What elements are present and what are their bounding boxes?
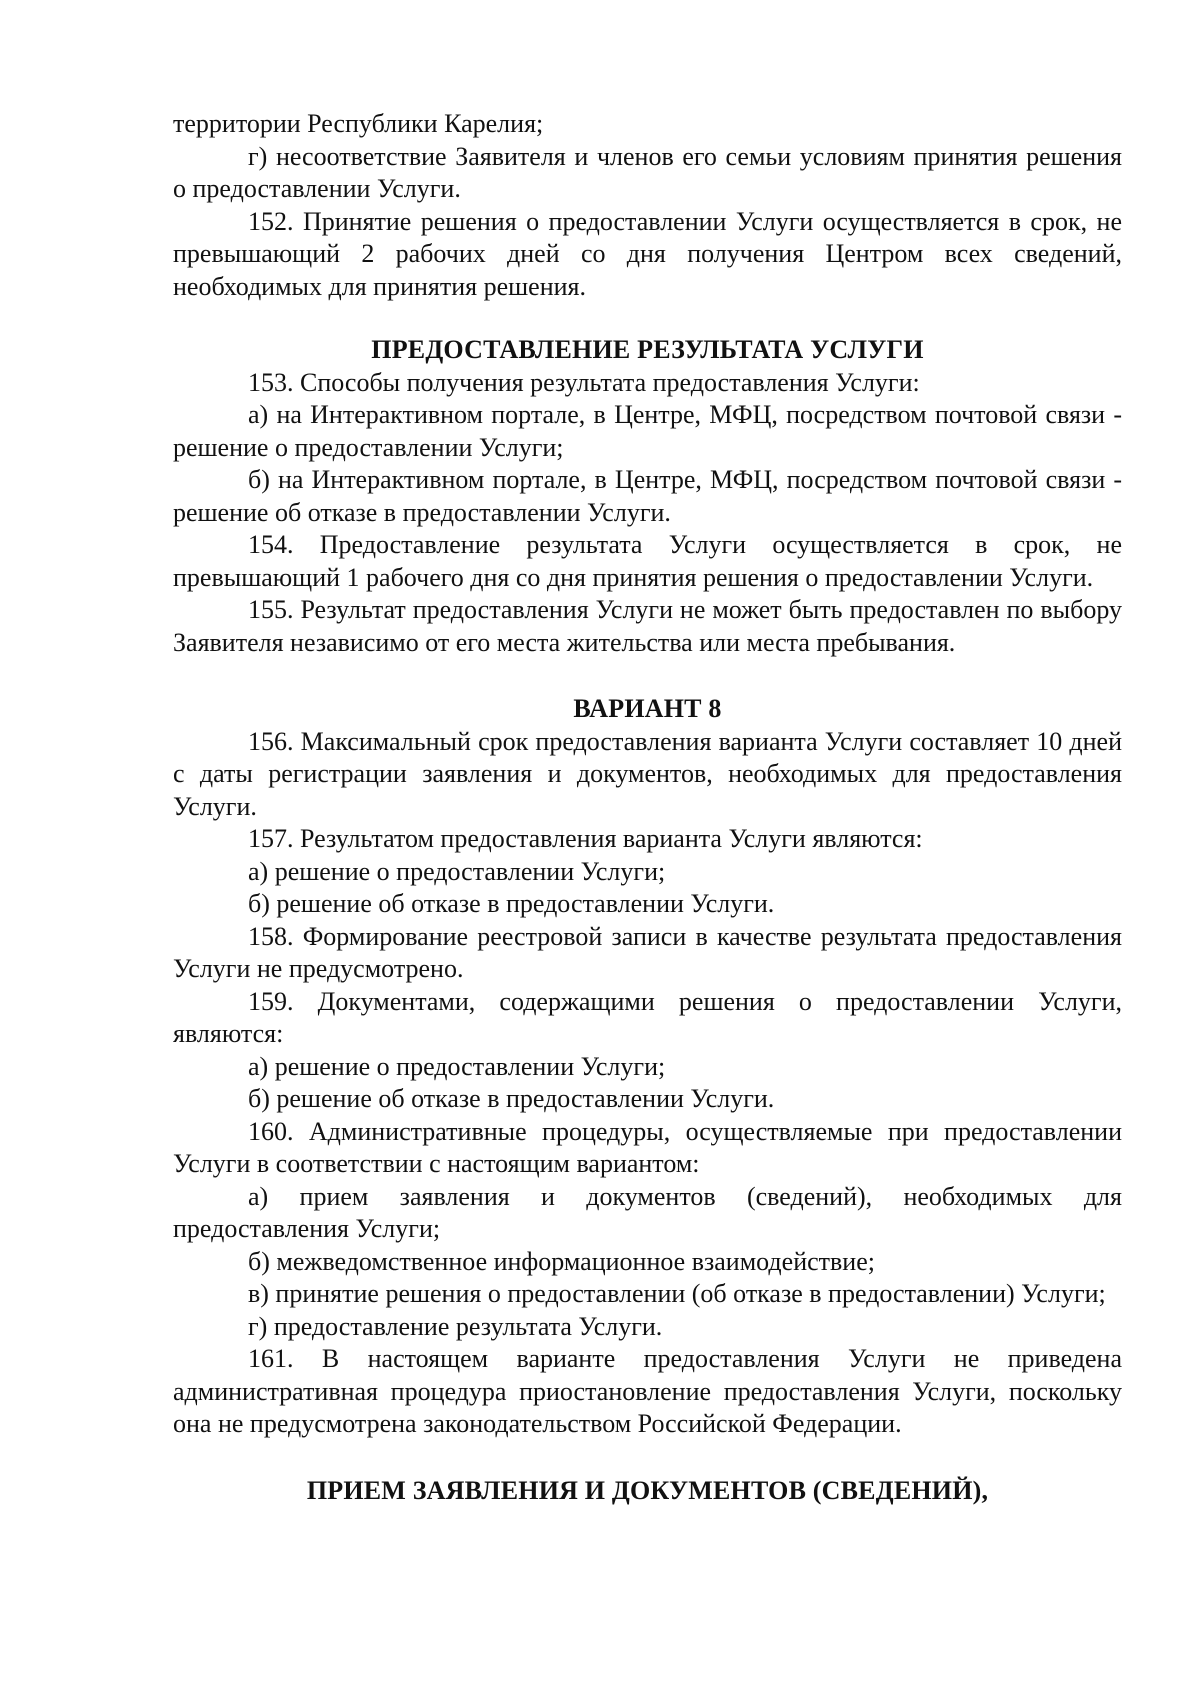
paragraph-153-a: а) на Интерактивном портале, в Центре, МФЦ, посредством почтовой связи - решение о предоставлении Услуги; [173, 400, 1122, 462]
paragraph-continuation: территории Республики Карелия; [173, 109, 544, 138]
section-heading-variant-8: ВАРИАНТ 8 [573, 694, 722, 723]
paragraph-item-g: г) несоответствие Заявителя и членов его семьи условиям принятия решения о предоставлении Услуги. [173, 141, 1122, 203]
paragraph-152: 152. Принятие решения о предоставлении Услуги осуществляется в срок, не превышающий 2 рабочих дней со дня получения Центром всех сведений, необходимых для принятия решения. [173, 206, 1122, 301]
paragraph-160-g: г) предоставление результата Услуги. [248, 1311, 663, 1341]
paragraph-159: 159. Документами, содержащими решения о предоставлении Услуги, являются: [173, 986, 1122, 1048]
paragraph-160-v: в) принятие решения о предоставлении (об отказе в предоставлении) Услуги; [248, 1279, 1106, 1308]
document-page [173, 108, 1122, 1507]
paragraph-155: 155. Результат предоставления Услуги не может быть предоставлен по выбору Заявителя независимо от его места жительства или места пребывания. [173, 595, 1122, 657]
section-heading-result: ПРЕДОСТАВЛЕНИЕ РЕЗУЛЬТАТА УСЛУГИ [371, 335, 924, 364]
paragraph-158: 158. Формирование реестровой записи в качестве результата предоставления Услуги не предусмотрено. [173, 921, 1122, 983]
paragraph-154: 154. Предоставление результата Услуги осуществляется в срок, не превышающий 1 рабочего дня со дня принятия решения о предоставлении Услуги. [173, 530, 1122, 592]
paragraph-153-b: б) на Интерактивном портале, в Центре, МФЦ, посредством почтовой связи - решение об отказе в предоставлении Услуги. [173, 465, 1122, 527]
paragraph-157-b: б) решение об отказе в предоставлении Услуги. [248, 889, 775, 918]
paragraph-159-b: б) решение об отказе в предоставлении Услуги. [248, 1084, 775, 1113]
paragraph-157: 157. Результатом предоставления варианта Услуги являются: [248, 824, 923, 853]
section-heading-application-intake: ПРИЕМ ЗАЯВЛЕНИЯ И ДОКУМЕНТОВ (СВЕДЕНИЙ), [306, 1475, 989, 1505]
paragraph-157-a: а) решение о предоставлении Услуги; [248, 856, 666, 886]
paragraph-156: 156. Максимальный срок предоставления варианта Услуги составляет 10 дней с даты регистрации заявления и документов, необходимых для предоставления Услуги. [173, 726, 1122, 821]
paragraph-159-a: а) решение о предоставлении Услуги; [248, 1051, 666, 1081]
paragraph-160-a: а) прием заявления и документов (сведений), необходимых для предоставления Услуги; [173, 1181, 1122, 1243]
paragraph-153: 153. Способы получения результата предоставления Услуги: [248, 367, 920, 397]
paragraph-161: 161. В настоящем варианте предоставления Услуги не приведена административная процедура приостановление предоставления Услуги, поскольку она не предусмотрена законодательством Российской Федерации. [173, 1344, 1122, 1438]
paragraph-160-b: б) межведомственное информационное взаимодействие; [248, 1246, 875, 1276]
paragraph-160: 160. Административные процедуры, осуществляемые при предоставлении Услуги в соответствии с настоящим вариантом: [173, 1116, 1122, 1178]
